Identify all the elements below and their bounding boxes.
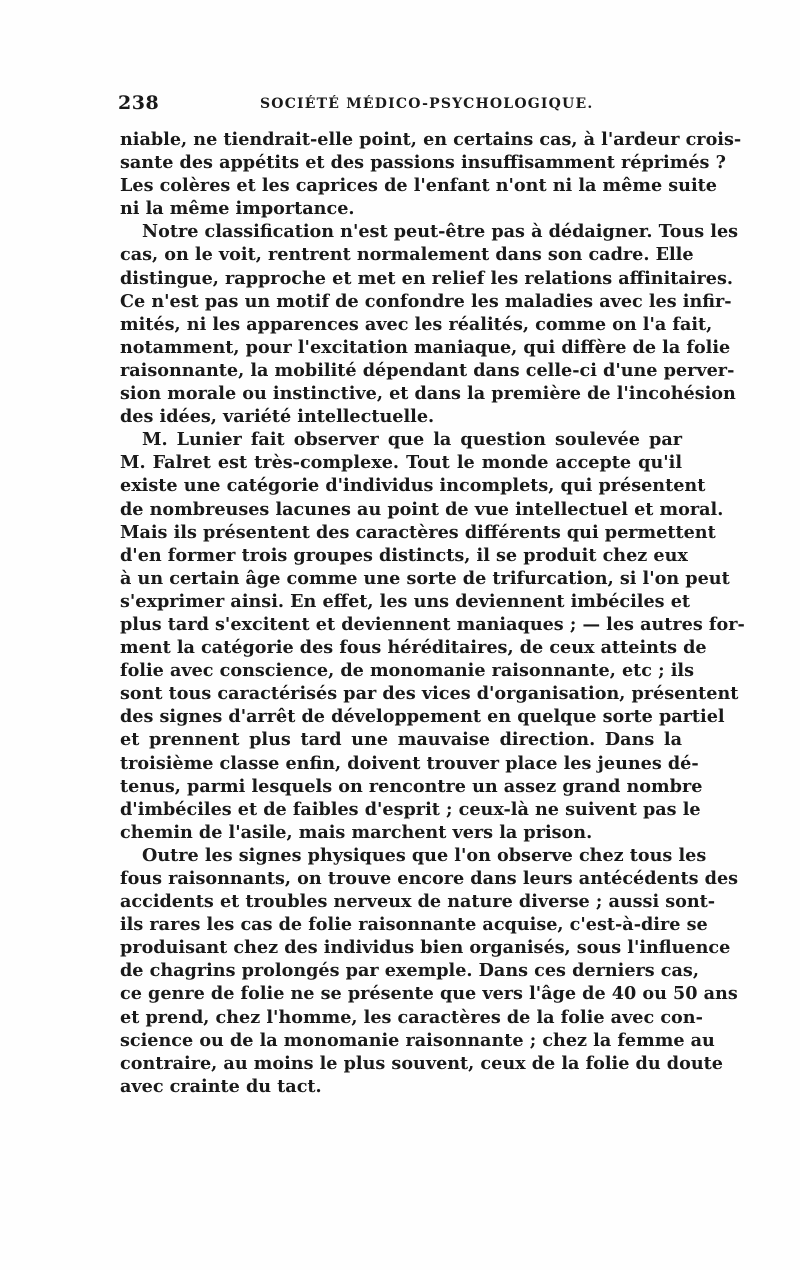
page-number: 238 [118, 92, 160, 114]
text-line: avec crainte du tact. [120, 1075, 322, 1097]
body-text [120, 128, 745, 1098]
text-line: raisonnante, la mobilité dépendant dans celle-ci d'une perver- [120, 359, 735, 381]
text-line: niable, ne tiendrait-elle point, en certains cas, à l'ardeur crois- [120, 129, 742, 150]
text-line: ils rares les cas de folie raisonnante acquise, c'est-à-dire se [120, 914, 708, 936]
text-line: sion morale ou instinctive, et dans la première de l'incohésion [120, 383, 736, 405]
text-line: sont tous caractérisés par des vices d'organisation, présentent [120, 683, 739, 705]
text-line: et prennent plus tard une mauvaise direction. Dans la [120, 729, 682, 751]
running-head: SOCIÉTÉ MÉDICO-PSYCHOLOGIQUE. [260, 96, 594, 112]
text-line: folie avec conscience, de monomanie raisonnante, etc ; ils [120, 660, 695, 682]
text-line: ni la même importance. [120, 198, 355, 220]
page-header [118, 92, 682, 122]
text-line: notamment, pour l'excitation maniaque, qui diffère de la folie [120, 336, 731, 358]
text-line: à un certain âge comme une sorte de trifurcation, si l'on peut [120, 567, 730, 589]
text-line: Les colères et les caprices de l'enfant n'ont ni la même suite [120, 175, 717, 197]
text-line: plus tard s'excitent et deviennent maniaques ; — les autres for- [120, 613, 745, 635]
text-line: Mais ils présentent des caractères différents qui permettent [120, 521, 716, 543]
text-line: produisant chez des individus bien organisés, sous l'influence [120, 937, 731, 959]
text-line: ment la catégorie des fous héréditaires, de ceux atteints de [120, 637, 707, 659]
text-line: Notre classification n'est peut-être pas à dédaigner. Tous les [142, 221, 739, 243]
text-line: distingue, rapproche et met en relief les relations affinitaires. [120, 267, 733, 289]
text-line: et prend, chez l'homme, les caractères de la folie avec con- [120, 1006, 703, 1028]
text-line: sante des appétits et des passions insuffisamment réprimés ? [120, 152, 726, 174]
text-line: de chagrins prolongés par exemple. Dans ces derniers cas, [120, 960, 699, 982]
text-line: s'exprimer ainsi. En effet, les uns deviennent imbéciles et [120, 590, 691, 612]
text-line: contraire, au moins le plus souvent, ceux de la folie du doute [120, 1052, 723, 1074]
text-line: science ou de la monomanie raisonnante ; chez la femme au [120, 1029, 715, 1051]
text-line: des idées, variété intellectuelle. [120, 406, 435, 428]
text-line: tenus, parmi lesquels on rencontre un assez grand nombre [120, 775, 703, 797]
text-line: chemin de l'asile, mais marchent vers la prison. [120, 821, 593, 843]
text-line: ce genre de folie ne se présente que vers l'âge de 40 ou 50 ans [120, 983, 738, 1005]
text-line: troisième classe enfin, doivent trouver place les jeunes dé- [120, 752, 699, 774]
text-line: M. Lunier fait observer que la question soulevée par [142, 429, 682, 451]
text-line: M. Falret est très-complexe. Tout le monde accepte qu'il [120, 452, 682, 474]
text-line: fous raisonnants, on trouve encore dans leurs antécédents des [120, 868, 739, 889]
text-line: Outre les signes physiques que l'on observe chez tous les [142, 844, 707, 866]
text-line: de nombreuses lacunes au point de vue intellectuel et moral. [120, 498, 724, 520]
text-line: existe une catégorie d'individus incomplets, qui présentent [120, 475, 706, 497]
text-line: d'en former trois groupes distincts, il se produit chez eux [120, 544, 688, 566]
text-line: accidents et troubles nerveux de nature diverse ; aussi sont- [120, 891, 716, 913]
text-line: des signes d'arrêt de développement en quelque sorte partiel [120, 706, 725, 728]
text-line: Ce n'est pas un motif de confondre les maladies avec les infir- [120, 290, 732, 312]
text-line: mités, ni les apparences avec les réalités, comme on l'a fait, [120, 313, 713, 335]
text-line: cas, on le voit, rentrent normalement dans son cadre. Elle [120, 244, 694, 266]
text-line: d'imbéciles et de faibles d'esprit ; ceux-là ne suivent pas le [120, 798, 701, 820]
